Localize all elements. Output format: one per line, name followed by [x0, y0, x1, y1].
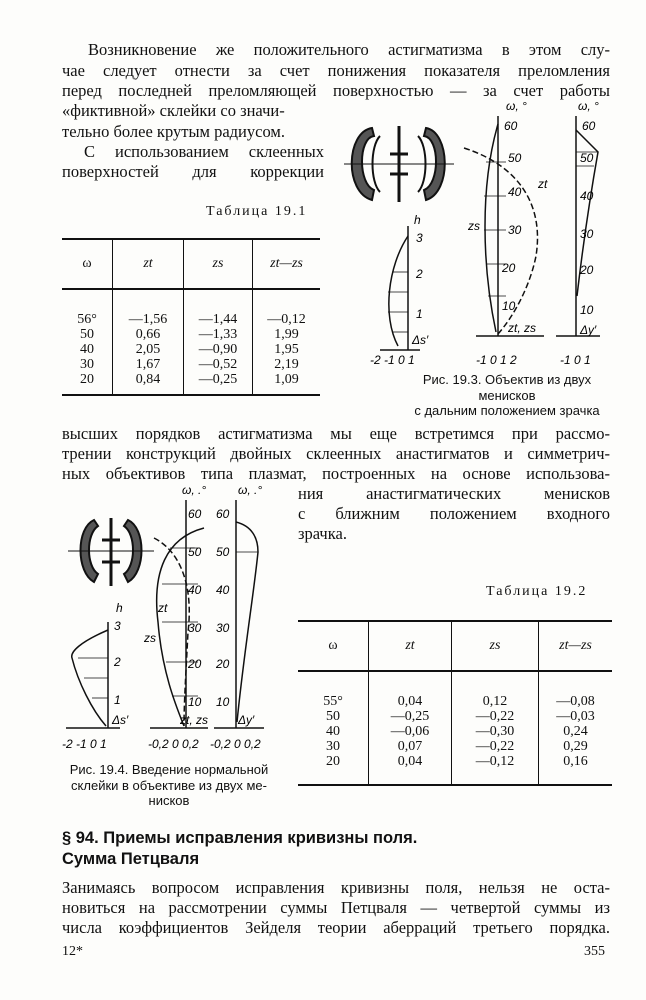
fig194-w-label: ω, .°: [182, 483, 207, 497]
fig194-xticks-right: -0,2 0 0,2: [210, 737, 261, 751]
fig194-w-tick: 20: [188, 657, 202, 671]
fig194-w-tick: 60: [188, 507, 202, 521]
fig193-xticks-mid: -1 0 1 2: [476, 353, 517, 367]
fig194-w2-label: ω, .°: [238, 483, 263, 497]
fig194-zt-label: zt: [158, 601, 168, 615]
table1-header: zt: [113, 239, 184, 289]
fig193-w-tick: 10: [502, 299, 516, 313]
plot-delta-y: [214, 500, 264, 728]
figure-19-4: [58, 482, 286, 758]
para3-line-1: Занимаясь вопросом исправления кривизны поля, нельзя не оста-: [62, 878, 610, 897]
fig194-dy-label: Δy′: [238, 713, 255, 727]
fig193-xticks-left: -2 -1 0 1: [370, 353, 415, 367]
fig193-w-tick: 30: [508, 223, 522, 237]
fig194-w2-tick: 60: [216, 507, 230, 521]
fig194-ds-label: Δs′: [112, 713, 129, 727]
fig194-w2-tick: 40: [216, 583, 230, 597]
para1-line-6: С использованием склеенных: [84, 142, 324, 161]
fig193-w-tick: 50: [508, 151, 522, 165]
fig193-w-tick: 40: [508, 185, 522, 199]
fig193-dy-label: Δy′: [580, 323, 597, 337]
fig193-ds-label: Δs′: [412, 333, 429, 347]
fig194-ztzs-label: zt, zs: [180, 713, 209, 727]
fig193-w2-tick: 50: [580, 151, 594, 165]
lens-diagram: [344, 126, 454, 202]
table-row: 40 —0,06 —0,30 0,24: [298, 724, 612, 739]
page-number: 355: [584, 944, 605, 959]
fig193-w2-tick: 40: [580, 189, 594, 203]
table-19-1: [62, 238, 320, 396]
lens-diagram: [68, 518, 154, 586]
para1-line-1: Возникновение же положительного астигматизма в этом слу-: [88, 40, 610, 59]
fig193-w-tick: 60: [504, 119, 518, 133]
plot-delta-y: [556, 116, 600, 336]
table-row: 50 0,66 —1,33 1,99: [62, 327, 320, 342]
signature-mark: 12*: [62, 944, 83, 959]
plot-delta-s: [380, 226, 420, 350]
fig194-w2-tick: 50: [216, 545, 230, 559]
fig193-h-label: h: [414, 213, 421, 227]
table2-header: zt: [369, 621, 452, 671]
table-row: 30 1,67 —0,52 2,19: [62, 357, 320, 372]
para2-line-5: с ближним положением входного: [298, 504, 610, 523]
para2-line-1: высших порядков астигматизма мы еще встретимся при рассмо-: [62, 424, 610, 443]
para1-line-5: тельно более крутым радиусом.: [62, 122, 285, 141]
fig193-caption: Рис. 19.3. Объектив из двух менисков с дальним положением зрачка: [414, 372, 600, 418]
fig194-w2-tick: 30: [216, 621, 230, 635]
fig193-w2-label: ω, °: [578, 99, 599, 113]
fig194-w2-tick: 20: [216, 657, 230, 671]
table-19-2: [298, 620, 612, 786]
table1-header: zt—zs: [253, 239, 321, 289]
section-heading: § 94. Приемы исправления кривизны поля. Сумма Петцваля: [62, 829, 418, 868]
fig193-zs-label: zs: [468, 219, 480, 233]
fig193-ztzs-label: zt, zs: [508, 321, 537, 335]
fig194-w-tick: 30: [188, 621, 202, 635]
fig193-w2-tick: 60: [582, 119, 596, 133]
fig193-w2-tick: 30: [580, 227, 594, 241]
fig194-w-tick: 10: [188, 695, 202, 709]
table-row: 20 0,04 —0,12 0,16: [298, 754, 612, 785]
figure-19-3: [330, 96, 620, 368]
para2-line-2: трении конструкций двойных склеенных анастигматов и симметрич-: [62, 444, 610, 463]
para2-line-6: зрачка.: [298, 524, 347, 543]
table1-header: zs: [184, 239, 253, 289]
fig194-h-tick: 2: [114, 655, 121, 669]
table1-header: ω: [62, 239, 113, 289]
para3-line-2: новиться на рассмотрении суммы Петцваля — четвертой суммы из: [62, 898, 610, 917]
table1-caption: Таблица 19.1: [206, 204, 308, 219]
fig194-w2-tick: 10: [216, 695, 230, 709]
table2-header: ω: [298, 621, 369, 671]
fig193-w2-tick: 20: [580, 263, 594, 277]
fig193-w2-tick: 10: [580, 303, 594, 317]
table-row: 50 —0,25 —0,22 —0,03: [298, 709, 612, 724]
fig193-h-tick: 1: [416, 307, 423, 321]
fig194-h-tick: 1: [114, 693, 121, 707]
para1-line-7: поверхностей для коррекции: [62, 162, 324, 181]
table-row: 56° —1,56 —1,44 —0,12: [62, 312, 320, 327]
table-row: 55° 0,04 0,12 —0,08: [298, 694, 612, 709]
fig194-xticks-left: -2 -1 0 1: [62, 737, 107, 751]
table-row: 30 0,07 —0,22 0,29: [298, 739, 612, 754]
para2-line-3: ных объективов типа плазмат, построенных на основе использова-: [62, 464, 610, 483]
para1-line-3: перед последней преломляющей поверхностью — за счет работы: [62, 81, 610, 100]
para1-line-2: чае следует отнести за счет понижения показателя преломления: [62, 61, 610, 80]
fig193-w-tick: 20: [502, 261, 516, 275]
para2-line-4: ния анастигматических менисков: [298, 484, 610, 503]
fig193-w-label: ω, °: [506, 99, 527, 113]
table2-header: zt—zs: [539, 621, 613, 671]
fig194-w-tick: 50: [188, 545, 202, 559]
fig194-h-tick: 3: [114, 619, 121, 633]
para1-line-4: «фиктивной» склейки со значи-: [62, 101, 285, 120]
table-row: 40 2,05 —0,90 1,95: [62, 342, 320, 357]
fig193-h-tick: 2: [416, 267, 423, 281]
fig194-w-tick: 40: [188, 583, 202, 597]
para3-line-3: числа коэффициентов Зейделя теории аберраций третьего порядка.: [62, 918, 610, 937]
fig194-zs-label: zs: [144, 631, 156, 645]
fig194-h-label: h: [116, 601, 123, 615]
fig194-caption: Рис. 19.4. Введение нормальной склейки в объективе из двух ме- нисков: [69, 762, 269, 808]
fig193-zt-label: zt: [538, 177, 548, 191]
fig194-xticks-mid: -0,2 0 0,2: [148, 737, 199, 751]
table2-caption: Таблица 19.2: [486, 584, 588, 599]
fig193-xticks-right: -1 0 1: [560, 353, 591, 367]
table2-header: zs: [452, 621, 539, 671]
table-row: 20 0,84 —0,25 1,09: [62, 372, 320, 395]
fig193-h-tick: 3: [416, 231, 423, 245]
